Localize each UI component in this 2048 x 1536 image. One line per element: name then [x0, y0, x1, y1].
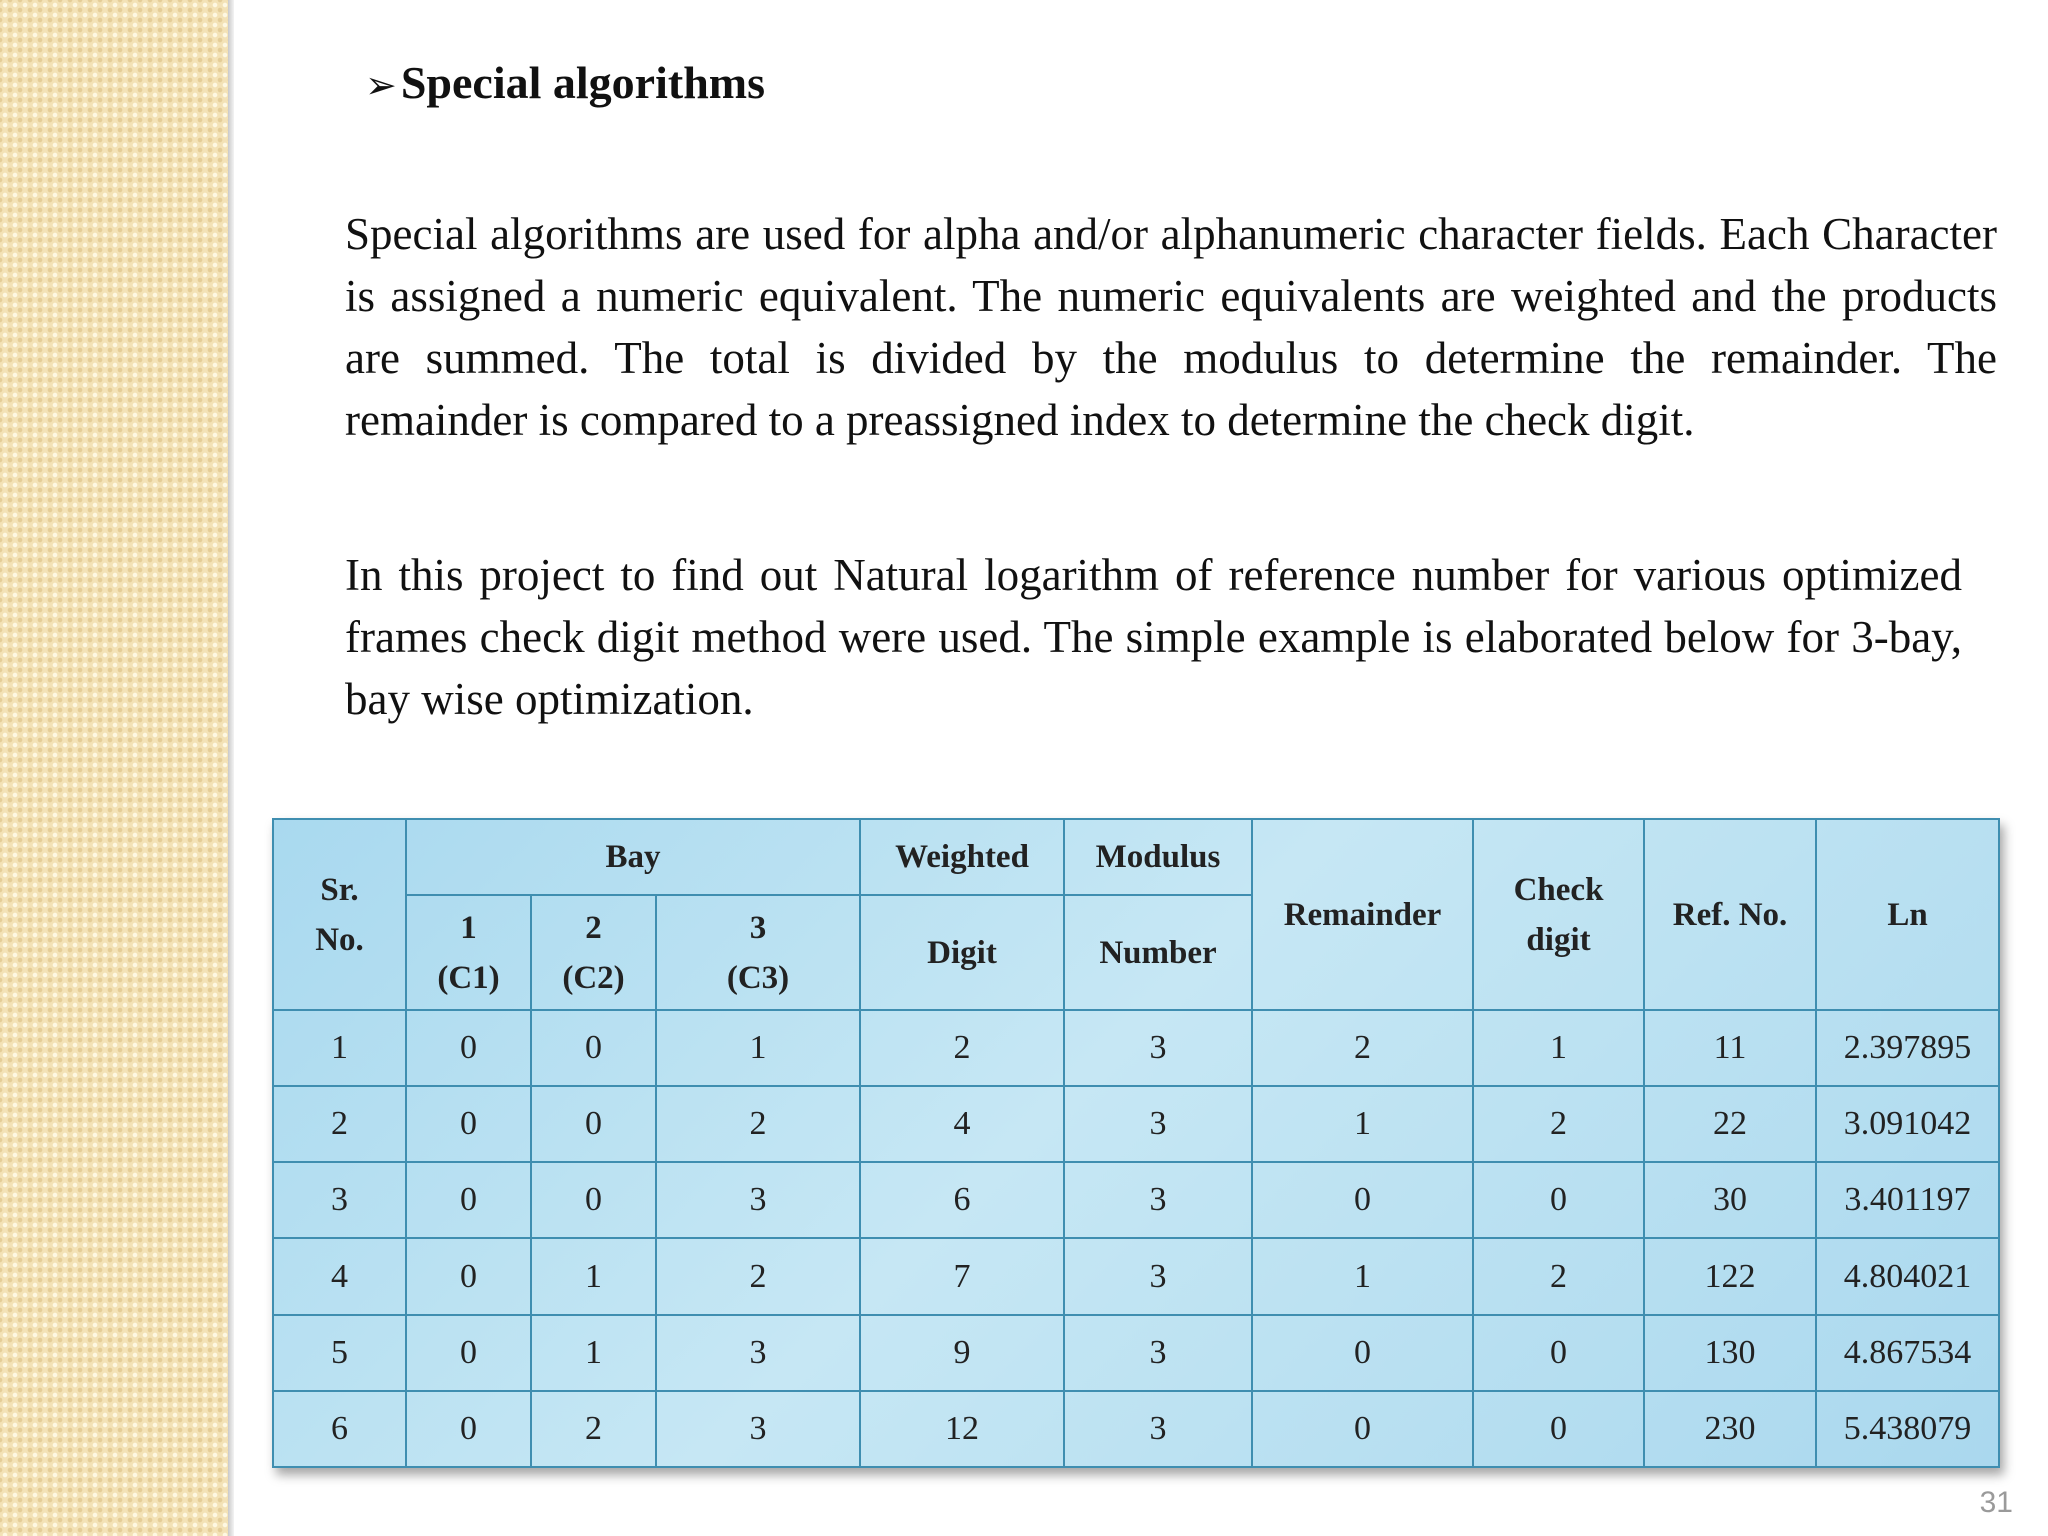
cell-bay-3: 2: [656, 1238, 860, 1314]
cell-sr-no: 3: [273, 1162, 406, 1238]
cell-bay-1: 0: [406, 1162, 531, 1238]
heading-text: Special algorithms: [400, 57, 766, 108]
cell-check-digit: 0: [1473, 1391, 1644, 1467]
cell-ln: 2.397895: [1816, 1010, 1999, 1086]
cell-bay-1: 0: [406, 1010, 531, 1086]
cell-bay-3: 3: [656, 1391, 860, 1467]
cell-bay-2: 0: [531, 1086, 656, 1162]
paragraph-special-algorithms: Special algorithms are used for alpha and/or alphanumeric character fields. Each Character is assigned a numeric equivalent. The numeric equivalents are weighted and the products are summed. The total is divided by the modulus to determine the remainder. The remainder is compared to a preassigned index to determine the check digit.: [345, 209, 1997, 445]
table-row: [273, 1010, 1999, 1086]
decorative-side-band: [0, 0, 228, 1536]
cell-modulus-number: 3: [1064, 1391, 1252, 1467]
cell-ln: 4.867534: [1816, 1315, 1999, 1391]
header-number: Number: [1064, 895, 1252, 1010]
cell-remainder: 2: [1252, 1010, 1473, 1086]
cell-remainder: 0: [1252, 1162, 1473, 1238]
cell-bay-1: 0: [406, 1238, 531, 1314]
header-sr-no: Sr. No.: [273, 819, 406, 1010]
table-row: [273, 1315, 1999, 1391]
cell-bay-2: 0: [531, 1010, 656, 1086]
table-header-row: [273, 819, 1999, 895]
cell-check-digit: 1: [1473, 1010, 1644, 1086]
cell-bay-1: 0: [406, 1391, 531, 1467]
arrow-bullet-icon: ➢: [365, 63, 397, 107]
cell-check-digit: 2: [1473, 1086, 1644, 1162]
header-remainder: Remainder: [1252, 819, 1473, 1010]
cell-bay-3: 2: [656, 1086, 860, 1162]
header-check-digit: Check digit: [1473, 819, 1644, 1010]
cell-ref-no: 30: [1644, 1162, 1816, 1238]
cell-modulus-number: 3: [1064, 1010, 1252, 1086]
cell-bay-3: 3: [656, 1315, 860, 1391]
cell-sr-no: 5: [273, 1315, 406, 1391]
cell-bay-3: 3: [656, 1162, 860, 1238]
cell-bay-2: 0: [531, 1162, 656, 1238]
cell-weighted-digit: 4: [860, 1086, 1064, 1162]
cell-ln: 3.401197: [1816, 1162, 1999, 1238]
check-digit-table: [272, 818, 2000, 1468]
cell-ref-no: 230: [1644, 1391, 1816, 1467]
cell-ref-no: 130: [1644, 1315, 1816, 1391]
cell-weighted-digit: 2: [860, 1010, 1064, 1086]
cell-ln: 5.438079: [1816, 1391, 1999, 1467]
header-ln: Ln: [1816, 819, 1999, 1010]
cell-modulus-number: 3: [1064, 1086, 1252, 1162]
cell-modulus-number: 3: [1064, 1162, 1252, 1238]
cell-sr-no: 6: [273, 1391, 406, 1467]
header-bay-3: 3 (C3): [656, 895, 860, 1010]
cell-ref-no: 11: [1644, 1010, 1816, 1086]
cell-bay-1: 0: [406, 1086, 531, 1162]
cell-bay-2: 1: [531, 1238, 656, 1314]
slide-number: 31: [1979, 1486, 2013, 1519]
cell-sr-no: 4: [273, 1238, 406, 1314]
table-row: [273, 1086, 1999, 1162]
cell-modulus-number: 3: [1064, 1315, 1252, 1391]
header-weighted: Weighted: [860, 819, 1064, 895]
cell-ln: 3.091042: [1816, 1086, 1999, 1162]
table-row: [273, 1162, 1999, 1238]
cell-weighted-digit: 12: [860, 1391, 1064, 1467]
cell-ref-no: 22: [1644, 1086, 1816, 1162]
slide-heading: [365, 56, 765, 109]
paragraph-project-description: In this project to find out Natural logarithm of reference number for various optimized frames check digit method were used. The simple example is elaborated below for 3-bay, bay wise optimization.: [345, 550, 1962, 724]
header-bay-1: 1 (C1): [406, 895, 531, 1010]
cell-bay-2: 2: [531, 1391, 656, 1467]
cell-weighted-digit: 9: [860, 1315, 1064, 1391]
table-row: [273, 1391, 1999, 1467]
cell-remainder: 0: [1252, 1315, 1473, 1391]
table-row: [273, 1238, 1999, 1314]
header-digit: Digit: [860, 895, 1064, 1010]
cell-bay-1: 0: [406, 1315, 531, 1391]
cell-bay-2: 1: [531, 1315, 656, 1391]
side-band-shadow: [228, 0, 234, 1536]
cell-remainder: 1: [1252, 1238, 1473, 1314]
cell-remainder: 1: [1252, 1086, 1473, 1162]
cell-remainder: 0: [1252, 1391, 1473, 1467]
cell-sr-no: 1: [273, 1010, 406, 1086]
cell-sr-no: 2: [273, 1086, 406, 1162]
cell-modulus-number: 3: [1064, 1238, 1252, 1314]
header-modulus: Modulus: [1064, 819, 1252, 895]
cell-bay-3: 1: [656, 1010, 860, 1086]
cell-check-digit: 0: [1473, 1162, 1644, 1238]
header-bay-2: 2 (C2): [531, 895, 656, 1010]
header-bay: Bay: [406, 819, 860, 895]
cell-weighted-digit: 6: [860, 1162, 1064, 1238]
cell-check-digit: 2: [1473, 1238, 1644, 1314]
cell-check-digit: 0: [1473, 1315, 1644, 1391]
header-ref-no: Ref. No.: [1644, 819, 1816, 1010]
cell-ln: 4.804021: [1816, 1238, 1999, 1314]
cell-ref-no: 122: [1644, 1238, 1816, 1314]
cell-weighted-digit: 7: [860, 1238, 1064, 1314]
